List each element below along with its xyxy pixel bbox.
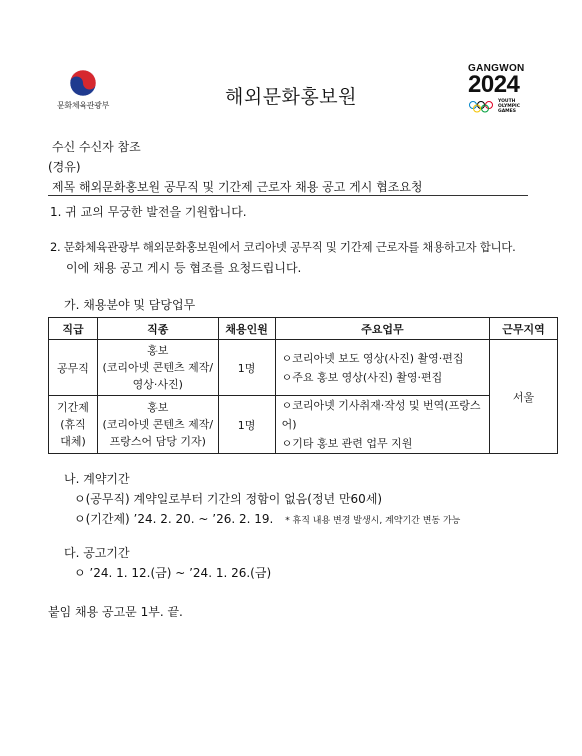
table-row [49,396,558,454]
section-ga-heading: 가. 채용분야 및 담당업무 [64,298,196,312]
gangwon-subtitle: YOUTH OLYMPIC GAMES [498,99,521,114]
header-tasks: 주요업무 [275,318,490,340]
cell-count: 1명 [218,396,275,454]
document-title: 해외문화홍보원 [225,86,357,108]
header-count: 채용인원 [218,318,275,340]
paragraph-2-line-1: 2. 문화체육관광부 해외문화홍보원에서 코리아넷 공무직 및 기간제 근로자를 채용하고자 합니다. [50,240,516,254]
paragraph-1: 1. 귀 교의 무궁한 발전을 기원합니다. [50,205,247,219]
cell-job: 홍보 (코리아넷 콘텐츠 제작/ 영상·사진) [97,340,218,396]
cell-job: 홍보 (코리아넷 콘텐츠 제작/ 프랑스어 담당 기자) [97,396,218,454]
header-job: 직종 [97,318,218,340]
section-na-heading: 나. 계약기간 [64,472,130,486]
cell-grade: 공무직 [49,340,98,396]
attachment-line: 붙임 채용 공고문 1부. 끝. [48,605,183,619]
contract-note: * 휴직 내용 변경 발생시, 계약기간 변동 가능 [285,516,461,526]
gangwon-year: 2024 [468,71,520,98]
contract-item-1: ㅇ(공무직) 계약일로부터 기간의 정함이 없음(정년 만60세) [74,492,383,506]
header-location: 근무지역 [490,318,558,340]
table-header-row [49,318,558,340]
cell-tasks: ㅇ코리아넷 보도 영상(사진) 촬영·편집 ㅇ주요 홍보 영상(사진) 촬영·편집 [275,340,490,396]
contract-item-2: ㅇ(기간제) ’24. 2. 20. ~ ’26. 2. 19. * 휴직 내용 변경 발생시, 계약기간 변동 가능 [74,512,461,526]
header-grade: 직급 [49,318,98,340]
cell-location: 서울 [490,340,558,454]
paragraph-2-line-2: 이에 채용 공고 게시 등 협조를 요청드립니다. [66,261,302,275]
posting-period: ㅇ ’24. 1. 12.(금) ~ ’24. 1. 26.(금) [74,566,272,580]
table-row [49,340,558,396]
gangwon-title: GANGWON [468,63,525,74]
divider [48,195,528,196]
cell-grade: 기간제 (휴직 대체) [49,396,98,454]
recipient-line: 수신 수신자 참조 [52,140,141,154]
cell-count: 1명 [218,340,275,396]
ministry-name: 문화체육관광부 [57,101,109,110]
subject-line: 제목 해외문화홍보원 공무직 및 기간제 근로자 채용 공고 게시 협조요청 [52,180,423,194]
via-line: (경유) [48,160,81,174]
section-da-heading: 다. 공고기간 [64,546,130,560]
cell-tasks: ㅇ코리아넷 기사취재·작성 및 번역(프랑스어) ㅇ기타 홍보 관련 업무 지원 [275,396,490,454]
recruitment-table [48,317,558,454]
